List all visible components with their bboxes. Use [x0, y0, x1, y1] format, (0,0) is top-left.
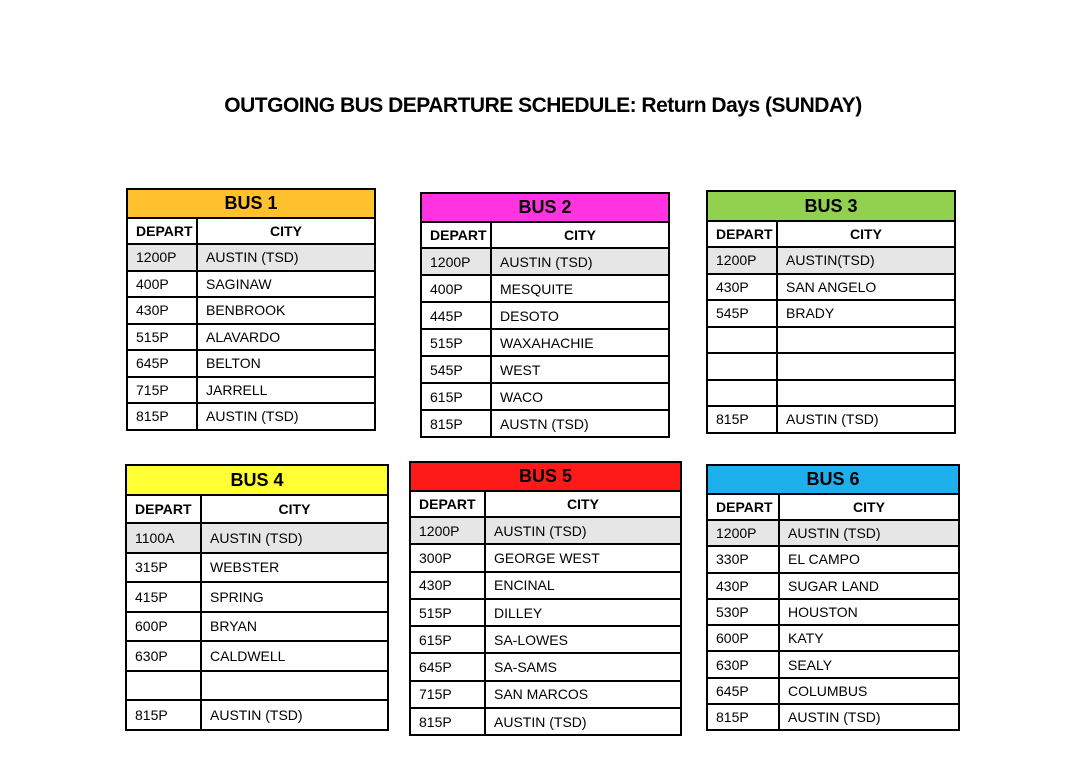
- schedule-row: [410, 653, 681, 680]
- column-header-depart: DEPART: [126, 495, 201, 523]
- depart-time-cell: 300P: [410, 544, 485, 571]
- city-cell: COLUMBUS: [779, 678, 959, 704]
- schedule-row: [410, 681, 681, 708]
- depart-time-cell: 545P: [421, 356, 491, 383]
- schedule-row: [127, 377, 375, 404]
- schedule-row: [707, 380, 955, 407]
- schedule-row: [421, 356, 669, 383]
- city-cell: KATY: [779, 625, 959, 651]
- depart-time-cell: 645P: [410, 653, 485, 680]
- schedule-row: [707, 300, 955, 327]
- depart-time-cell: 815P: [126, 700, 201, 730]
- depart-time-cell: 430P: [410, 572, 485, 599]
- schedule-row: [421, 329, 669, 356]
- city-cell: HOUSTON: [779, 599, 959, 625]
- city-cell: SA-LOWES: [485, 626, 681, 653]
- depart-time-cell: 630P: [707, 651, 779, 677]
- schedule-row: [410, 599, 681, 626]
- schedule-row: [410, 572, 681, 599]
- column-header-city: CITY: [491, 222, 669, 248]
- depart-time-cell: 515P: [127, 324, 197, 351]
- schedule-row: [707, 625, 959, 651]
- depart-time-cell: [707, 353, 777, 380]
- bus-5-schedule: [409, 461, 682, 736]
- depart-time-cell: 430P: [707, 573, 779, 599]
- city-cell: AUSTIN (TSD): [201, 700, 388, 730]
- city-cell: WEBSTER: [201, 553, 388, 583]
- depart-time-cell: 1200P: [127, 244, 197, 271]
- bus-header: BUS 3: [707, 191, 955, 221]
- schedule-row: [410, 708, 681, 735]
- depart-time-cell: 530P: [707, 599, 779, 625]
- city-cell: JARRELL: [197, 377, 375, 404]
- schedule-row: [707, 704, 959, 730]
- city-cell: AUSTIN (TSD): [777, 406, 955, 433]
- city-cell: AUSTIN (TSD): [201, 523, 388, 553]
- column-header-city: CITY: [485, 491, 681, 517]
- schedule-row: [707, 406, 955, 433]
- depart-time-cell: 445P: [421, 302, 491, 329]
- column-header-city: CITY: [201, 495, 388, 523]
- schedule-row: [707, 678, 959, 704]
- bus-header: BUS 2: [421, 193, 669, 222]
- depart-time-cell: 330P: [707, 546, 779, 572]
- schedule-row: [127, 324, 375, 351]
- schedule-row: [127, 244, 375, 271]
- schedule-row: [126, 553, 388, 583]
- depart-time-cell: 645P: [127, 350, 197, 377]
- city-cell: CALDWELL: [201, 641, 388, 671]
- bus-2-schedule: [420, 192, 670, 438]
- depart-time-cell: 1200P: [410, 517, 485, 544]
- depart-time-cell: 600P: [126, 612, 201, 642]
- schedule-row: [421, 410, 669, 437]
- column-header-city: CITY: [197, 218, 375, 244]
- depart-time-cell: 515P: [421, 329, 491, 356]
- city-cell: AUSTIN(TSD): [777, 247, 955, 274]
- depart-time-cell: [126, 671, 201, 701]
- city-cell: AUSTIN (TSD): [485, 517, 681, 544]
- schedule-row: [126, 612, 388, 642]
- city-cell: SAN MARCOS: [485, 681, 681, 708]
- city-cell: BENBROOK: [197, 297, 375, 324]
- city-cell: SPRING: [201, 582, 388, 612]
- bus-header: BUS 5: [410, 462, 681, 491]
- city-cell: BRADY: [777, 300, 955, 327]
- city-cell: BRYAN: [201, 612, 388, 642]
- city-cell: AUSTIN (TSD): [779, 704, 959, 730]
- depart-time-cell: 815P: [410, 708, 485, 735]
- schedule-row: [707, 651, 959, 677]
- bus-header: BUS 1: [127, 189, 375, 218]
- schedule-row: [127, 403, 375, 430]
- depart-time-cell: 515P: [410, 599, 485, 626]
- schedule-row: [410, 544, 681, 571]
- depart-time-cell: [707, 327, 777, 354]
- bus-6-schedule: [706, 464, 960, 731]
- depart-time-cell: 545P: [707, 300, 777, 327]
- city-cell: AUSTIN (TSD): [779, 520, 959, 546]
- depart-time-cell: 600P: [707, 625, 779, 651]
- schedule-row: [707, 247, 955, 274]
- schedule-row: [127, 297, 375, 324]
- schedule-row: [127, 271, 375, 298]
- depart-time-cell: 1200P: [707, 247, 777, 274]
- depart-time-cell: 715P: [410, 681, 485, 708]
- schedule-row: [421, 383, 669, 410]
- city-cell: ALAVARDO: [197, 324, 375, 351]
- city-cell: SUGAR LAND: [779, 573, 959, 599]
- city-cell: EL CAMPO: [779, 546, 959, 572]
- city-cell: [777, 353, 955, 380]
- depart-time-cell: 815P: [421, 410, 491, 437]
- bus-1-schedule: [126, 188, 376, 431]
- schedule-row: [707, 327, 955, 354]
- city-cell: AUSTN (TSD): [491, 410, 669, 437]
- schedule-row: [126, 700, 388, 730]
- depart-time-cell: 400P: [421, 275, 491, 302]
- depart-time-cell: 1100A: [126, 523, 201, 553]
- city-cell: [777, 327, 955, 354]
- depart-time-cell: 815P: [127, 403, 197, 430]
- depart-time-cell: 1200P: [421, 248, 491, 275]
- schedule-row: [421, 275, 669, 302]
- schedule-row: [421, 302, 669, 329]
- depart-time-cell: 615P: [421, 383, 491, 410]
- schedule-row: [126, 582, 388, 612]
- city-cell: AUSTIN (TSD): [491, 248, 669, 275]
- depart-time-cell: 630P: [126, 641, 201, 671]
- schedule-row: [421, 248, 669, 275]
- schedule-row: [410, 626, 681, 653]
- city-cell: DILLEY: [485, 599, 681, 626]
- column-header-city: CITY: [779, 494, 959, 520]
- column-header-depart: DEPART: [707, 221, 777, 247]
- column-header-depart: DEPART: [421, 222, 491, 248]
- column-header-depart: DEPART: [707, 494, 779, 520]
- city-cell: DESOTO: [491, 302, 669, 329]
- city-cell: AUSTIN (TSD): [197, 244, 375, 271]
- schedule-row: [707, 353, 955, 380]
- city-cell: WEST: [491, 356, 669, 383]
- depart-time-cell: 615P: [410, 626, 485, 653]
- schedule-row: [707, 546, 959, 572]
- city-cell: SAGINAW: [197, 271, 375, 298]
- city-cell: SEALY: [779, 651, 959, 677]
- schedule-row: [707, 573, 959, 599]
- bus-3-schedule: [706, 190, 956, 434]
- bus-header: BUS 4: [126, 465, 388, 495]
- schedule-row: [126, 671, 388, 701]
- city-cell: [777, 380, 955, 407]
- city-cell: [201, 671, 388, 701]
- depart-time-cell: 400P: [127, 271, 197, 298]
- column-header-depart: DEPART: [127, 218, 197, 244]
- schedule-row: [707, 274, 955, 301]
- depart-time-cell: 645P: [707, 678, 779, 704]
- city-cell: AUSTIN (TSD): [197, 403, 375, 430]
- depart-time-cell: 1200P: [707, 520, 779, 546]
- page-title: OUTGOING BUS DEPARTURE SCHEDULE: Return Days (SUNDAY): [224, 94, 862, 117]
- city-cell: SA-SAMS: [485, 653, 681, 680]
- depart-time-cell: 815P: [707, 406, 777, 433]
- city-cell: WACO: [491, 383, 669, 410]
- city-cell: GEORGE WEST: [485, 544, 681, 571]
- depart-time-cell: 315P: [126, 553, 201, 583]
- schedule-row: [707, 599, 959, 625]
- schedule-row: [126, 641, 388, 671]
- column-header-depart: DEPART: [410, 491, 485, 517]
- depart-time-cell: 715P: [127, 377, 197, 404]
- bus-header: BUS 6: [707, 465, 959, 494]
- depart-time-cell: 430P: [707, 274, 777, 301]
- depart-time-cell: 415P: [126, 582, 201, 612]
- schedule-row: [410, 517, 681, 544]
- depart-time-cell: 430P: [127, 297, 197, 324]
- depart-time-cell: [707, 380, 777, 407]
- city-cell: AUSTIN (TSD): [485, 708, 681, 735]
- city-cell: MESQUITE: [491, 275, 669, 302]
- city-cell: WAXAHACHIE: [491, 329, 669, 356]
- depart-time-cell: 815P: [707, 704, 779, 730]
- city-cell: SAN ANGELO: [777, 274, 955, 301]
- schedule-row: [127, 350, 375, 377]
- city-cell: BELTON: [197, 350, 375, 377]
- schedule-row: [126, 523, 388, 553]
- schedule-row: [707, 520, 959, 546]
- bus-4-schedule: [125, 464, 389, 731]
- column-header-city: CITY: [777, 221, 955, 247]
- city-cell: ENCINAL: [485, 572, 681, 599]
